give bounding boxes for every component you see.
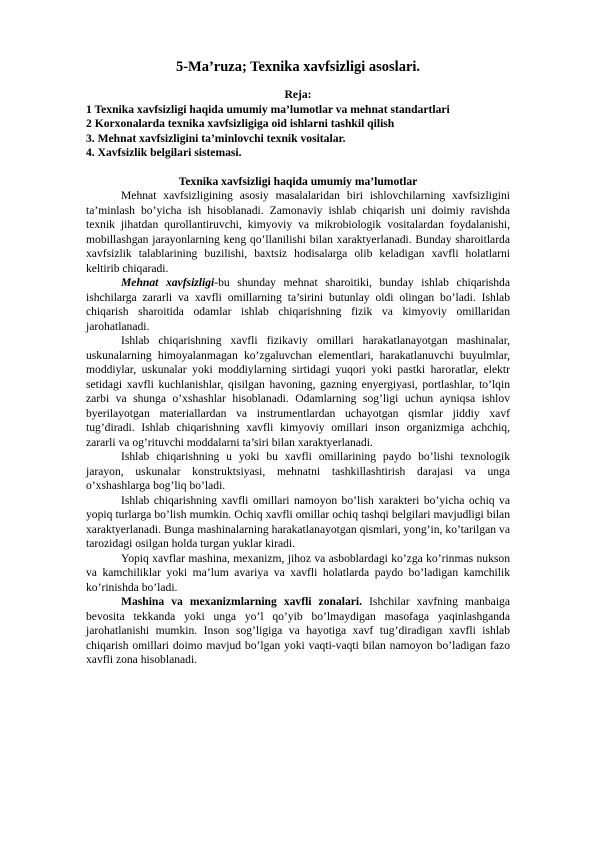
- paragraph: [86, 334, 510, 450]
- paragraph: [86, 552, 510, 596]
- paragraph: [86, 276, 510, 334]
- paragraph: [86, 595, 510, 668]
- plan-heading: Reja:: [284, 88, 312, 101]
- paragraph-text: Yopiq xavflar mashina, mexanizm, jihoz va asboblardagi ko’zga ko’rinmas nukson va kamchiliklar yoki ma’lum avariya va xavfli holatlarda paydo bo’ladigan kamchilik ko’rinishda bo’ladi.: [86, 551, 510, 594]
- plan-item: 4. Xavfsizlik belgilari sistemasi.: [86, 146, 242, 159]
- paragraph-text: Ishchilar xavfning manbaiga bevosita tekkanda yoki unga yo’l qo’yib bo’lmaydigan masofaga yaqinlashganda jarohatlanishi mumkin. Inson sog’ligiga va hayotiga xavf tug’diradigan xavfli ishlab chiqarish omillari doimo mavjud bo’lgan yoki vaqti-vaqti bilan namoyon bo’ladigan fazo xavfli zona hisoblanadi.: [86, 595, 510, 666]
- document-page: [86, 58, 510, 668]
- paragraph-text: Ishlab chiqarishning xavfli fizikaviy omillari harakatlanayotgan mashinalar, uskunalarning himoyalanmagan ko’zgaluvchan elementlari, harakatlanuvchi buyulmlar, moddiylar, uskunalar yoki moddiylarning sirtidagi yuqori yoki pastki haroratlar, elektr setidagi xavfli kuchlanishlar, qisilgan havoning, gazning enyergiyasi, portlashlar, to’lqin zarbi va shunga o’xshashlar hisoblanadi. Odamlarning sog’ligi uchun ayniqsa ishlov byerilayotgan materiallardan va instrumentlardan uchayotgan qismlar jiddiy xavf tug’diradi. Ishlab chiqarishning xavfli kimyoviy omillari inson organizmiga achchiq, zararli va og’rituvchi moddalarni ta’siri bilan xaraktyerlanadi.: [86, 334, 510, 449]
- lecture-title: 5-Ma’ruza; Texnika xavfsizligi asoslari.: [175, 59, 421, 75]
- paragraph: [86, 494, 510, 552]
- paragraph-text: Ishlab chiqarishning xavfli omillari namoyon bo’lish xarakteri bo’yicha ochiq va yopiq turlarga bo’lish mumkin. Ochiq xavfli omillar ochiq tashqi belgilari mavjudligi bilan xaraktyerlanadi. Bunga mashinalarning harakatlanayotgan qismlari, yong’in, ko’tarilgan va tarozidagi osilgan holda turgan yuklar kiradi.: [86, 493, 510, 550]
- paragraph-text: Ishlab chiqarishning u yoki bu xavfli omillarining paydo bo’lishi texnologik jarayon, uskunalar konstruktsiyasi, mehnatni tashkillashtirish darajasi va unga o’xshashlarga bog’liq bo’ladi.: [86, 450, 510, 492]
- plan-item: 1 Texnika xavfsizligi haqida umumiy ma’lumotlar va mehnat standartlari: [86, 102, 450, 116]
- term-mehnat-xavfsizligi: Mehnat xavfsizligi: [121, 276, 215, 289]
- paragraph: [86, 189, 510, 276]
- paragraph-text: -bu shunday mehnat sharoitiki, bunday ishlab chiqarishda ishchilarga zararli va xavfli omillarning ta’sirini butunlay oldi olingan bo’ladi. Ishlab chiqarish sharoitida odamlar ishlab chiqarishning fizik va kimyoviy omillaridan jarohatlanadi.: [86, 276, 510, 333]
- paragraph-text: Mehnat xavfsizligining asosiy masalalaridan biri ishlovchilarning xavfsizligini ta’minlash bo’yicha ish hisoblanadi. Zamonaviy ishlab chiqarish uni doimiy ravishda texnik jihatdan qurollantiruvchi, kimyoviy va mikrobiologik vositalardan foydalanishi, mobillashgan jarayonlarning keng qo’llanilishi bilan xaraktyerlanadi. Bunday sharoitlarda xavfsizlik talablarining buzilishi, baxtsiz hodisalarga olib keladigan xavfli holatlarni keltirib chiqaradi.: [86, 189, 510, 275]
- plan-item: 2 Korxonalarda texnika xavfsizligiga oid ishlarni tashkil qilish: [86, 117, 395, 130]
- plan-item: 3. Mehnat xavfsizligini ta’minlovchi texnik vositalar.: [86, 131, 346, 145]
- plan-list: [86, 103, 510, 161]
- paragraph: [86, 450, 510, 494]
- subheading-xavfli-zonalar: Mashina va mexanizmlarning xavfli zonalari.: [121, 595, 363, 608]
- section-heading: Texnika xavfsizligi haqida umumiy ma’lumotlar: [178, 174, 418, 188]
